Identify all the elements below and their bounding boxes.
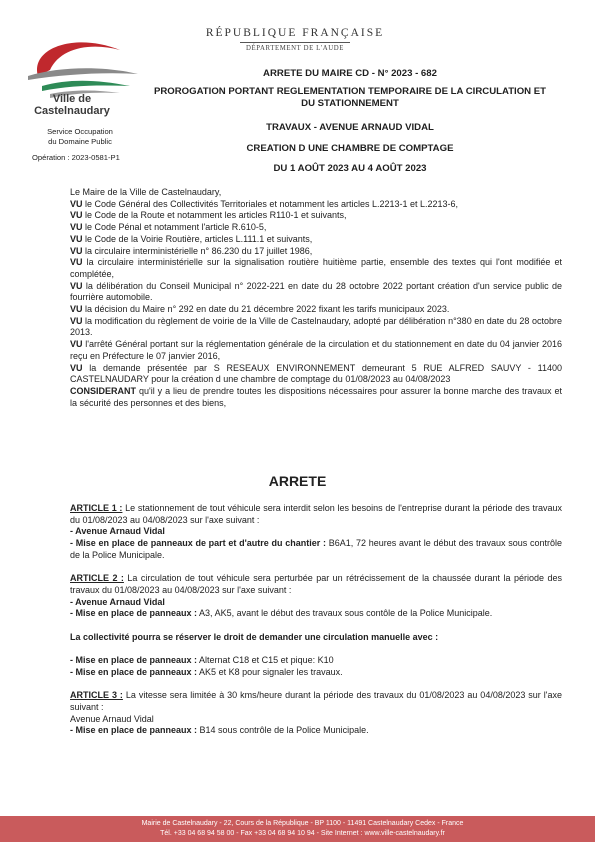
- travaux-title: TRAVAUX - AVENUE ARNAUD VIDAL: [266, 122, 434, 133]
- article-2-panels: [70, 608, 562, 620]
- manual-item-label: - Mise en place de panneaux :: [70, 655, 198, 666]
- vu-item: [70, 281, 562, 304]
- service-line-1: Service Occupation: [47, 127, 113, 136]
- footer-address: Mairie de Castelnaudary - 22, Cours de la République - BP 1100 - 11491 Castelnaudary Cedex - France: [141, 820, 464, 827]
- manual-item: [70, 667, 562, 679]
- article-1-panels: [70, 538, 562, 561]
- vu-lead: VU: [70, 339, 83, 350]
- article-1-label: ARTICLE 1 :: [70, 503, 123, 513]
- vu-item: [70, 316, 562, 339]
- city-name: Ville de Castelnaudary: [34, 93, 110, 117]
- vu-text: le Code Pénal et notamment l'article R.610-5,: [82, 222, 267, 233]
- manual-circulation-note: La collectivité pourra se réserver le droit de demander une circulation manuelle avec :: [70, 631, 439, 642]
- vu-text: la modification du règlement de voirie de la Ville de Castelnaudary, adopté par délibération n°380 en date du 28 octobre 2013.: [70, 315, 562, 338]
- vu-text: la demande présentée par S RESEAUX ENVIRONNEMENT demeurant 5 RUE ALFRED SAUVY - 11400 CASTELNAUDARY pour la création d une chambre de comptage du 01/08/2023 au 04/08/2023: [70, 362, 562, 385]
- arrete-heading: ARRETE: [268, 473, 327, 489]
- vu-item: [70, 199, 562, 211]
- vu-lead: VU: [70, 198, 83, 209]
- article-2-road: - Avenue Arnaud Vidal: [70, 596, 165, 607]
- article-2-panel-text: A3, AK5, avant le début des travaux sous contôle de la Police Municipale.: [197, 608, 493, 619]
- articles: [70, 503, 562, 737]
- vu-text: l'arrêté Général portant sur la réglementation générale de la circulation et du stationnement en date du 04 janvier 2016 reçu en Préfecture le 07 janvier 2016,: [70, 339, 562, 361]
- vu-item: [70, 246, 562, 258]
- article-1-panel-text: B6A1, 72 heures avant le début des travaux sous contrôle de la Police Municipale.: [70, 538, 563, 560]
- considerant-lead: CONSIDERANT: [70, 385, 137, 396]
- logo-green-wave: [42, 81, 130, 91]
- arrete-main-title: [140, 86, 560, 110]
- vu-text: le Code de la Route et notamment les articles R110-1 et suivants,: [82, 210, 347, 221]
- considerant-item: [70, 386, 562, 409]
- vu-item: [70, 304, 562, 316]
- spacer: [70, 620, 562, 632]
- spacer: [70, 562, 562, 574]
- vu-item: [70, 234, 562, 246]
- manual-item-text: AK5 et K8 pour signaler les travaux.: [197, 666, 343, 677]
- vu-text: le Code Général des Collectivités Territoriales et notamment les articles L.2213-1 et L.2213-6,: [82, 198, 459, 209]
- article-1-intro: [70, 503, 562, 526]
- operation-number: Opération : 2023-0581-P1: [32, 153, 120, 162]
- vu-lead: VU: [70, 210, 83, 221]
- article-2-intro: [70, 573, 562, 596]
- vu-item: [70, 257, 562, 280]
- main-title-line-2: DU STATIONNEMENT: [301, 98, 399, 109]
- article-2-label: ARTICLE 2 :: [70, 573, 124, 584]
- article-3-intro: [70, 690, 562, 713]
- vu-text: la circulaire interministérielle sur la signalisation routière huitième partie, ensemble des textes qui l'ont modifiée et complétée,: [70, 257, 562, 279]
- arrete-number: ARRETE DU MAIRE CD - N° 2023 - 682: [263, 68, 437, 79]
- vu-lead: VU: [70, 222, 83, 233]
- dates-title: DU 1 AOÛT 2023 AU 4 AOÛT 2023: [273, 163, 427, 174]
- vu-item: [70, 222, 562, 234]
- vu-lead: VU: [70, 257, 83, 268]
- intro-line: Le Maire de la Ville de Castelnaudary,: [70, 187, 222, 197]
- footer-contact: Tél. +33 04 68 94 58 00 - Fax +33 04 68 94 10 94 - Site Internet : www.ville-castelnaudary.fr: [160, 830, 445, 837]
- department-heading: DÉPARTEMENT DE L'AUDE: [246, 45, 344, 52]
- article-3-panels: [70, 725, 562, 737]
- republic-divider: [240, 42, 350, 43]
- article-3-text: La vitesse sera limitée à 30 kms/heure durant la période des travaux du 01/08/2023 au 04/08/2023 sur l'axe suivant :: [70, 690, 562, 712]
- main-title-line-1: PROROGATION PORTANT REGLEMENTATION TEMPORAIRE DE LA CIRCULATION ET: [153, 86, 547, 97]
- considerations: [70, 187, 562, 409]
- vu-lead: VU: [70, 304, 83, 315]
- article-1-panel-label: - Mise en place de panneaux de part et d'autre du chantier :: [70, 538, 327, 549]
- manual-item: [70, 655, 562, 667]
- vu-lead: VU: [70, 315, 83, 326]
- manual-item-label: - Mise en place de panneaux :: [70, 666, 198, 677]
- vu-lead: VU: [70, 245, 83, 256]
- spacer: [70, 679, 562, 691]
- article-3-label: ARTICLE 3 :: [70, 690, 123, 701]
- vu-item: [70, 363, 562, 386]
- creation-title: CREATION D UNE CHAMBRE DE COMPTAGE: [246, 143, 454, 154]
- service-line-2: du Domaine Public: [48, 136, 112, 146]
- vu-text: la décision du Maire n° 292 en date du 21 décembre 2022 fixant les tarifs municipaux 2023.: [82, 304, 450, 315]
- article-1-road: - Avenue Arnaud Vidal: [70, 526, 165, 537]
- spacer: [70, 643, 562, 655]
- article-3-road: Avenue Arnaud Vidal: [70, 713, 154, 724]
- article-3-panel-text: B14 sous contrôle de la Police Municipale.: [197, 725, 369, 736]
- article-1-text: Le stationnement de tout véhicule sera interdit selon les besoins de l'entreprise durant la période des travaux du 01/08/2023 au 04/08/2023 sur l'axe suivant :: [70, 503, 562, 525]
- vu-lead: VU: [70, 280, 83, 291]
- vu-text: la délibération du Conseil Municipal n° 2022-221 en date du 28 octobre 2022 portant création d'un service public de fourrière automobile.: [70, 280, 562, 303]
- vu-lead: VU: [70, 362, 83, 373]
- considerant-text: qu'il y a lieu de prendre toutes les dispositions nécessaires pour assurer la bonne marche des travaux et la sécurité des personnes et des biens,: [70, 385, 562, 408]
- vu-text: la circulaire interministérielle n° 86.230 du 17 juillet 1986,: [82, 245, 313, 256]
- vu-item: [70, 210, 562, 222]
- manual-item-text: Alternat C18 et C15 et pique: K10: [197, 655, 334, 666]
- vu-lead: VU: [70, 233, 83, 244]
- article-3-panel-label: - Mise en place de panneaux :: [70, 725, 198, 736]
- article-2-panel-label: - Mise en place de panneaux :: [70, 608, 198, 619]
- article-2-text: La circulation de tout véhicule sera perturbée par un rétrécissement de la chaussée durant la période des travaux du 01/08/2023 au 04/08/2023 sur l'axe suivant :: [70, 573, 562, 595]
- service-label: [28, 127, 132, 146]
- vu-item: [70, 339, 562, 362]
- vu-text: le Code de la Voirie Routière, articles L.111.1 et suivants,: [82, 233, 313, 244]
- footer-bar: [0, 816, 595, 842]
- republic-heading: RÉPUBLIQUE FRANÇAISE: [205, 27, 385, 39]
